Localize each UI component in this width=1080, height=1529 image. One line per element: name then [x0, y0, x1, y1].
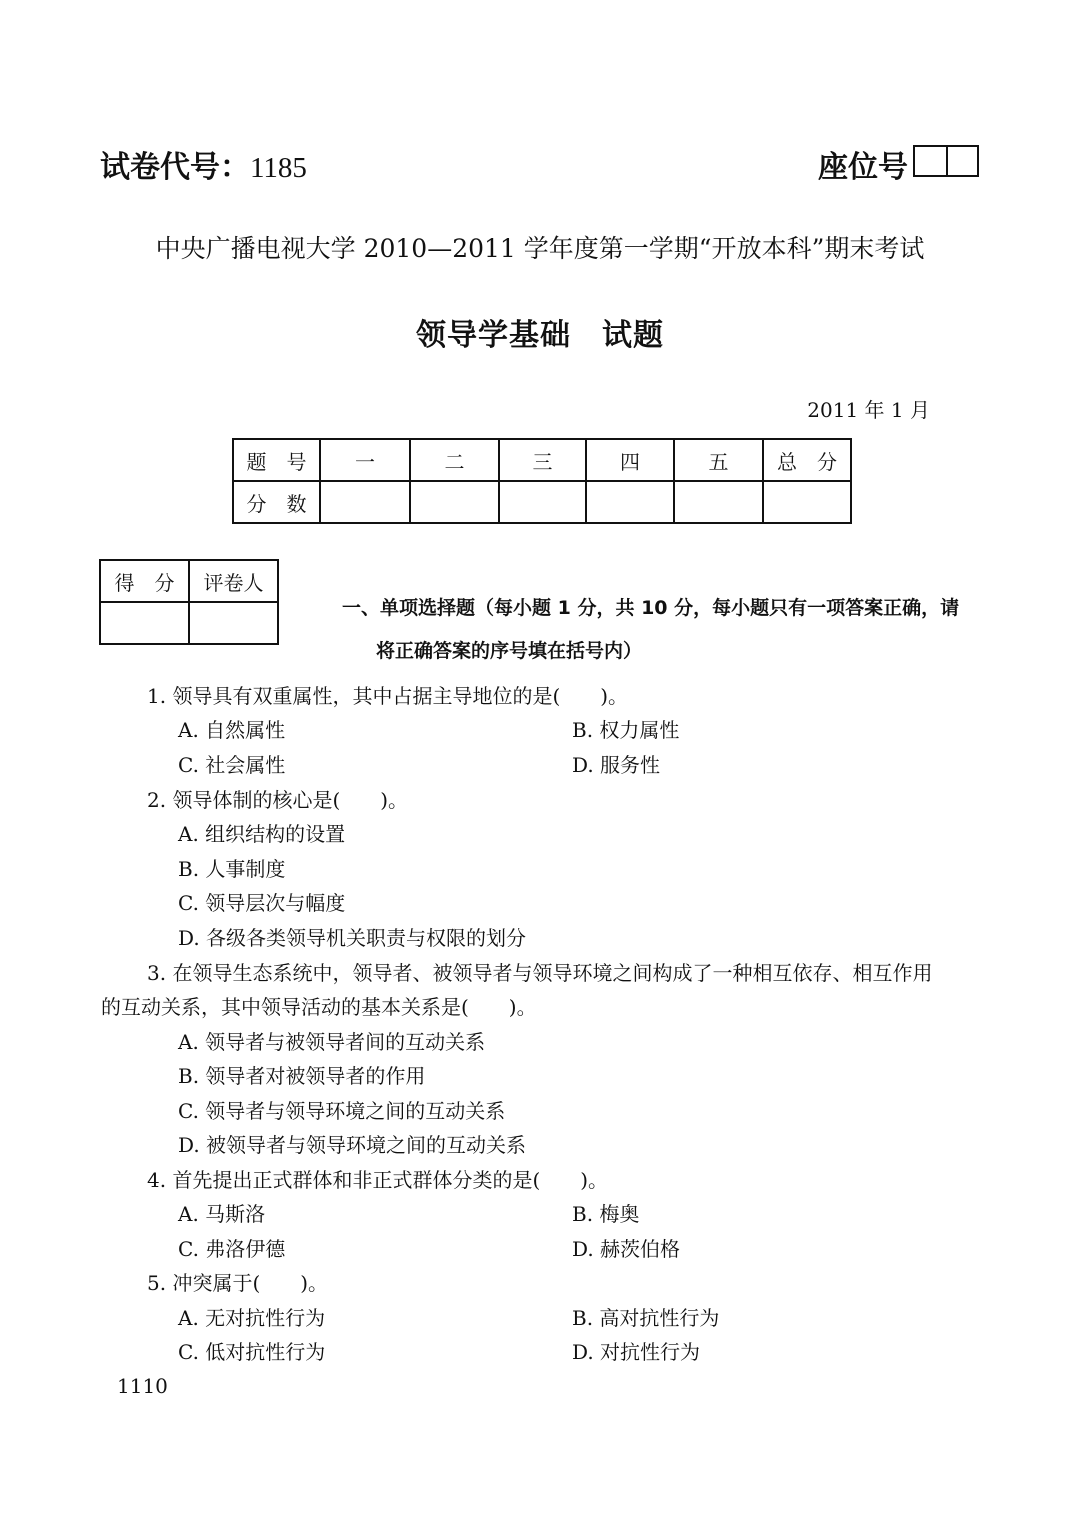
score-cell[interactable] [499, 481, 586, 523]
score-cell[interactable] [100, 602, 189, 644]
option: D. 被领导者与领导环境之间的互动关系 [178, 1133, 527, 1157]
option: A. 自然属性 [178, 718, 286, 742]
paper-code-number: 1185 [250, 152, 307, 184]
option: A. 无对抗性行为 [178, 1306, 326, 1330]
option: A. 组织结构的设置 [178, 822, 346, 846]
option: D. 服务性 [572, 753, 661, 777]
table-row [100, 602, 278, 644]
option: B. 高对抗性行为 [572, 1306, 720, 1330]
table-row [233, 481, 851, 523]
paper-code [100, 142, 307, 186]
section-title-continued: 将正确答案的序号填在括号内） [376, 640, 643, 662]
column-header: 总 分 [763, 439, 851, 481]
seat-label: 座位号 [818, 150, 908, 185]
question-stem: 2. 领导体制的核心是( )。 [147, 788, 409, 812]
column-header: 二 [410, 439, 499, 481]
option: A. 领导者与被领导者间的互动关系 [178, 1030, 486, 1054]
question-stem: 3. 在领导生态系统中，领导者、被领导者与领导环境之间构成了一种相互依存、相互作用 [147, 961, 933, 985]
question-stem-continued: 的互动关系，其中领导活动的基本关系是( )。 [101, 995, 537, 1019]
score-cell[interactable] [410, 481, 499, 523]
column-header: 一 [320, 439, 410, 481]
grader-cell[interactable] [189, 602, 278, 644]
option: B. 人事制度 [178, 857, 286, 881]
option: C. 领导者与领导环境之间的互动关系 [178, 1099, 506, 1123]
seat-number-boxes[interactable] [913, 145, 979, 177]
option: B. 权力属性 [572, 718, 680, 742]
page-number: 1110 [117, 1374, 168, 1398]
grader-label: 评卷人 [189, 560, 278, 602]
column-header: 三 [499, 439, 586, 481]
option: A. 马斯洛 [178, 1202, 266, 1226]
exam-date: 2011 年 1 月 [807, 398, 930, 422]
section-title: 一、单项选择题（每小题 1 分，共 10 分，每小题只有一项答案正确，请 [342, 597, 960, 619]
question-stem: 5. 冲突属于( )。 [147, 1271, 329, 1295]
option: D. 各级各类领导机关职责与权限的划分 [178, 926, 527, 950]
column-header: 四 [586, 439, 674, 481]
table-row [100, 560, 278, 602]
grader-table [99, 559, 279, 645]
score-cell[interactable] [586, 481, 674, 523]
option: D. 赫茨伯格 [572, 1237, 681, 1261]
column-header: 五 [674, 439, 763, 481]
table-row [233, 439, 851, 481]
option: C. 社会属性 [178, 753, 286, 777]
option: C. 低对抗性行为 [178, 1340, 326, 1364]
option: D. 对抗性行为 [572, 1340, 701, 1364]
score-label: 得 分 [100, 560, 189, 602]
option: C. 领导层次与幅度 [178, 891, 346, 915]
option: B. 梅奥 [572, 1202, 640, 1226]
paper-code-label: 试卷代号： [100, 150, 250, 185]
row-label-score: 分 数 [233, 481, 320, 523]
question-stem: 4. 首先提出正式群体和非正式群体分类的是( )。 [147, 1168, 609, 1192]
exam-header: 中央广播电视大学 2010—2011 学年度第一学期“开放本科”期末考试 [155, 234, 925, 263]
score-cell[interactable] [763, 481, 851, 523]
row-label-question-number: 题 号 [233, 439, 320, 481]
score-cell[interactable] [674, 481, 763, 523]
exam-title: 领导学基础 试题 [416, 318, 664, 353]
question-stem: 1. 领导具有双重属性，其中占据主导地位的是( )。 [147, 684, 629, 708]
score-summary-table [232, 438, 852, 524]
option: B. 领导者对被领导者的作用 [178, 1064, 426, 1088]
option: C. 弗洛伊德 [178, 1237, 286, 1261]
score-cell[interactable] [320, 481, 410, 523]
